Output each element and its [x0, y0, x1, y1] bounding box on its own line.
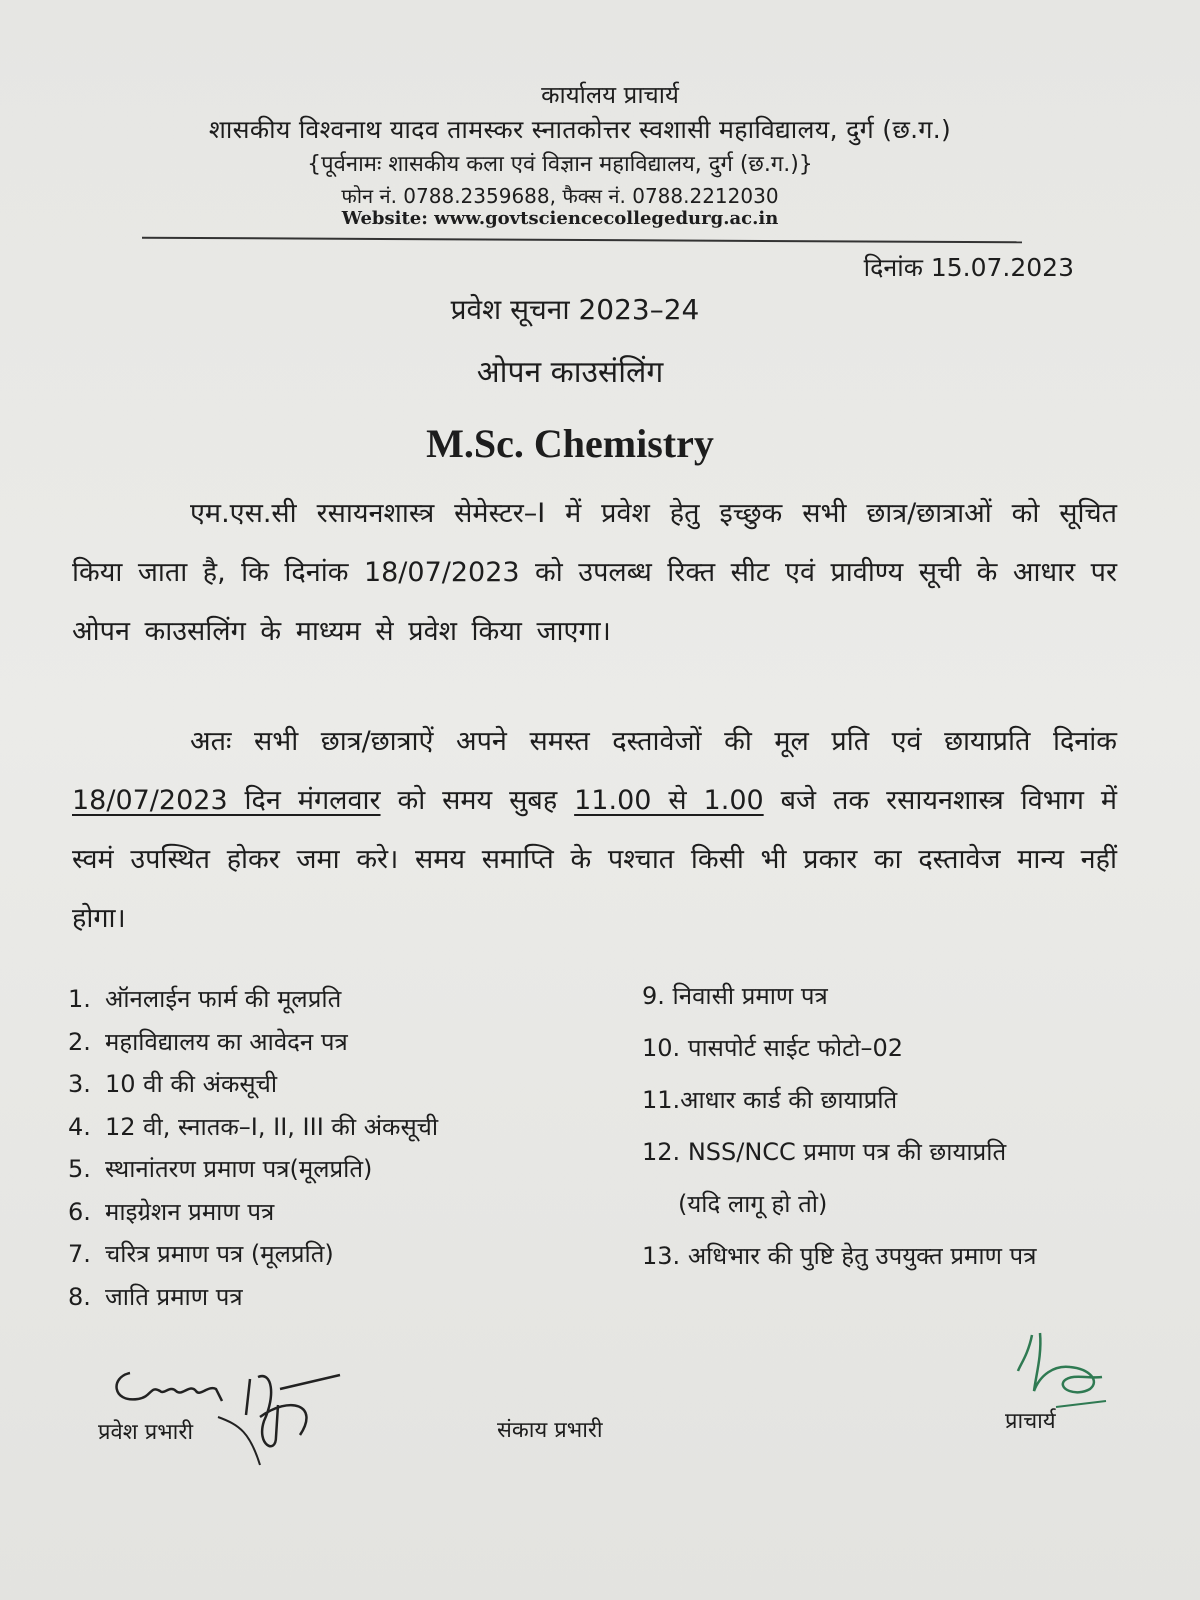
notice-title: प्रवेश सूचना 2023–24	[450, 293, 700, 326]
item-text: चरित्र प्रमाण पत्र (मूलप्रति)	[105, 1240, 334, 1268]
notice-subtitle: ओपन काउसंलिंग	[476, 355, 664, 390]
item-number: 10.	[642, 1034, 681, 1062]
list-item	[68, 1276, 438, 1319]
admission-incharge-signature	[100, 1355, 360, 1475]
documents-list-left	[68, 978, 438, 1318]
course-name: M.Sc. Chemistry	[426, 421, 714, 466]
item-number: 1.	[68, 985, 91, 1013]
item-text: 12 वी, स्नातक–I, II, III की अंकसूची	[105, 1112, 439, 1141]
item-number: 5.	[68, 1155, 91, 1183]
principal-label: प्राचार्य	[1005, 1409, 1056, 1434]
paragraph-2-date: 18/07/2023 दिन मंगलवार	[72, 785, 381, 816]
list-item	[68, 1106, 438, 1149]
item-number: 12.	[642, 1138, 681, 1166]
item-number: 9.	[642, 982, 665, 1010]
list-item	[642, 1230, 1036, 1282]
list-item	[68, 978, 438, 1021]
list-item	[642, 1022, 1036, 1074]
list-item	[68, 1063, 438, 1106]
item-number: 13.	[642, 1242, 681, 1270]
item-text: अधिभार की पुष्टि हेतु उपयुक्त प्रमाण पत्र	[687, 1242, 1037, 1270]
list-item	[68, 1233, 438, 1276]
list-item	[642, 970, 1036, 1022]
item-number: 6.	[68, 1197, 91, 1226]
paragraph-2-text-c: बजे तक रसायनशास्त्र विभाग में स्वमं उपस्थित होकर जमा करे। समय समाप्ति के पश्चात किसी भी प्रकार का दस्तावेज मान्य नहीं होगा।	[72, 785, 1117, 934]
college-name: शासकीय विश्वनाथ यादव तामस्कर स्नातकोत्तर स्वशासी महाविद्यालय, दुर्ग (छ.ग.)	[208, 115, 952, 144]
item-text: 10 वी की अंकसूची	[105, 1070, 278, 1098]
item-text: माइग्रेशन प्रमाण पत्र	[105, 1197, 275, 1226]
item-text: पासपोर्ट साईट फोटो–02	[687, 1034, 903, 1062]
list-item	[68, 1191, 438, 1234]
paragraph-1-text: एम.एस.सी रसायनशास्त्र सेमेस्टर–I में प्रवेश हेतु इच्छुक सभी छात्र/छात्राओं को सूचित किया जाता है, कि दिनांक 18/07/2023 को उपलब्ध रिक्त सीट एवं प्रावीण्य सूची के आधार पर ओपन काउसलिंग के माध्यम से प्रवेश किया जाएगा।	[72, 498, 1117, 647]
item-text: (यदि लागू हो तो)	[678, 1190, 828, 1218]
item-number: 4.	[68, 1112, 91, 1141]
item-text: आधार कार्ड की छायाप्रति	[680, 1086, 898, 1114]
header-divider	[142, 237, 1022, 244]
item-number: 8.	[68, 1282, 91, 1311]
item-number: 7.	[68, 1240, 91, 1268]
list-item-note	[642, 1178, 1036, 1230]
faculty-incharge-label: संकाय प्रभारी	[497, 1418, 603, 1443]
notice-date: दिनांक 15.07.2023	[863, 253, 1074, 282]
phone-fax: फोन नं. 0788.2359688, फैक्स नं. 0788.2212030	[341, 184, 779, 208]
item-text: ऑनलाईन फार्म की मूलप्रति	[105, 985, 342, 1013]
item-text: जाति प्रमाण पत्र	[105, 1282, 243, 1311]
list-item	[68, 1148, 438, 1191]
item-number: 2.	[68, 1027, 91, 1056]
item-text: महाविद्यालय का आवेदन पत्र	[105, 1027, 348, 1056]
item-text: NSS/NCC प्रमाण पत्र की छायाप्रति	[687, 1138, 1007, 1166]
notice-paragraph-1	[72, 484, 1117, 661]
paragraph-2-text-a: अतः सभी छात्र/छात्राऐं अपने समस्त दस्तावेजों की मूल प्रति एवं छायाप्रति दिनांक	[190, 726, 1117, 757]
paragraph-2-time: 11.00 से 1.00	[574, 785, 764, 816]
notice-paragraph-2	[72, 712, 1117, 948]
admission-incharge-label: प्रवेश प्रभारी	[98, 1420, 194, 1445]
office-heading: कार्यालय प्राचार्य	[541, 81, 679, 109]
item-text: स्थानांतरण प्रमाण पत्र(मूलप्रति)	[105, 1155, 373, 1183]
item-number: 3.	[68, 1070, 91, 1098]
paragraph-2-text-b: को समय सुबह	[397, 785, 558, 816]
website-line: Website: www.govtsciencecollegedurg.ac.in	[341, 208, 779, 229]
list-item	[68, 1021, 438, 1064]
item-number: 11.	[642, 1086, 681, 1114]
former-name: {पूर्वनामः शासकीय कला एवं विज्ञान महाविद्यालय, दुर्ग (छ.ग.)}	[307, 152, 813, 177]
list-item	[642, 1074, 1036, 1126]
list-item	[642, 1126, 1036, 1178]
item-text: निवासी प्रमाण पत्र	[672, 982, 828, 1010]
documents-list-right	[642, 970, 1036, 1282]
